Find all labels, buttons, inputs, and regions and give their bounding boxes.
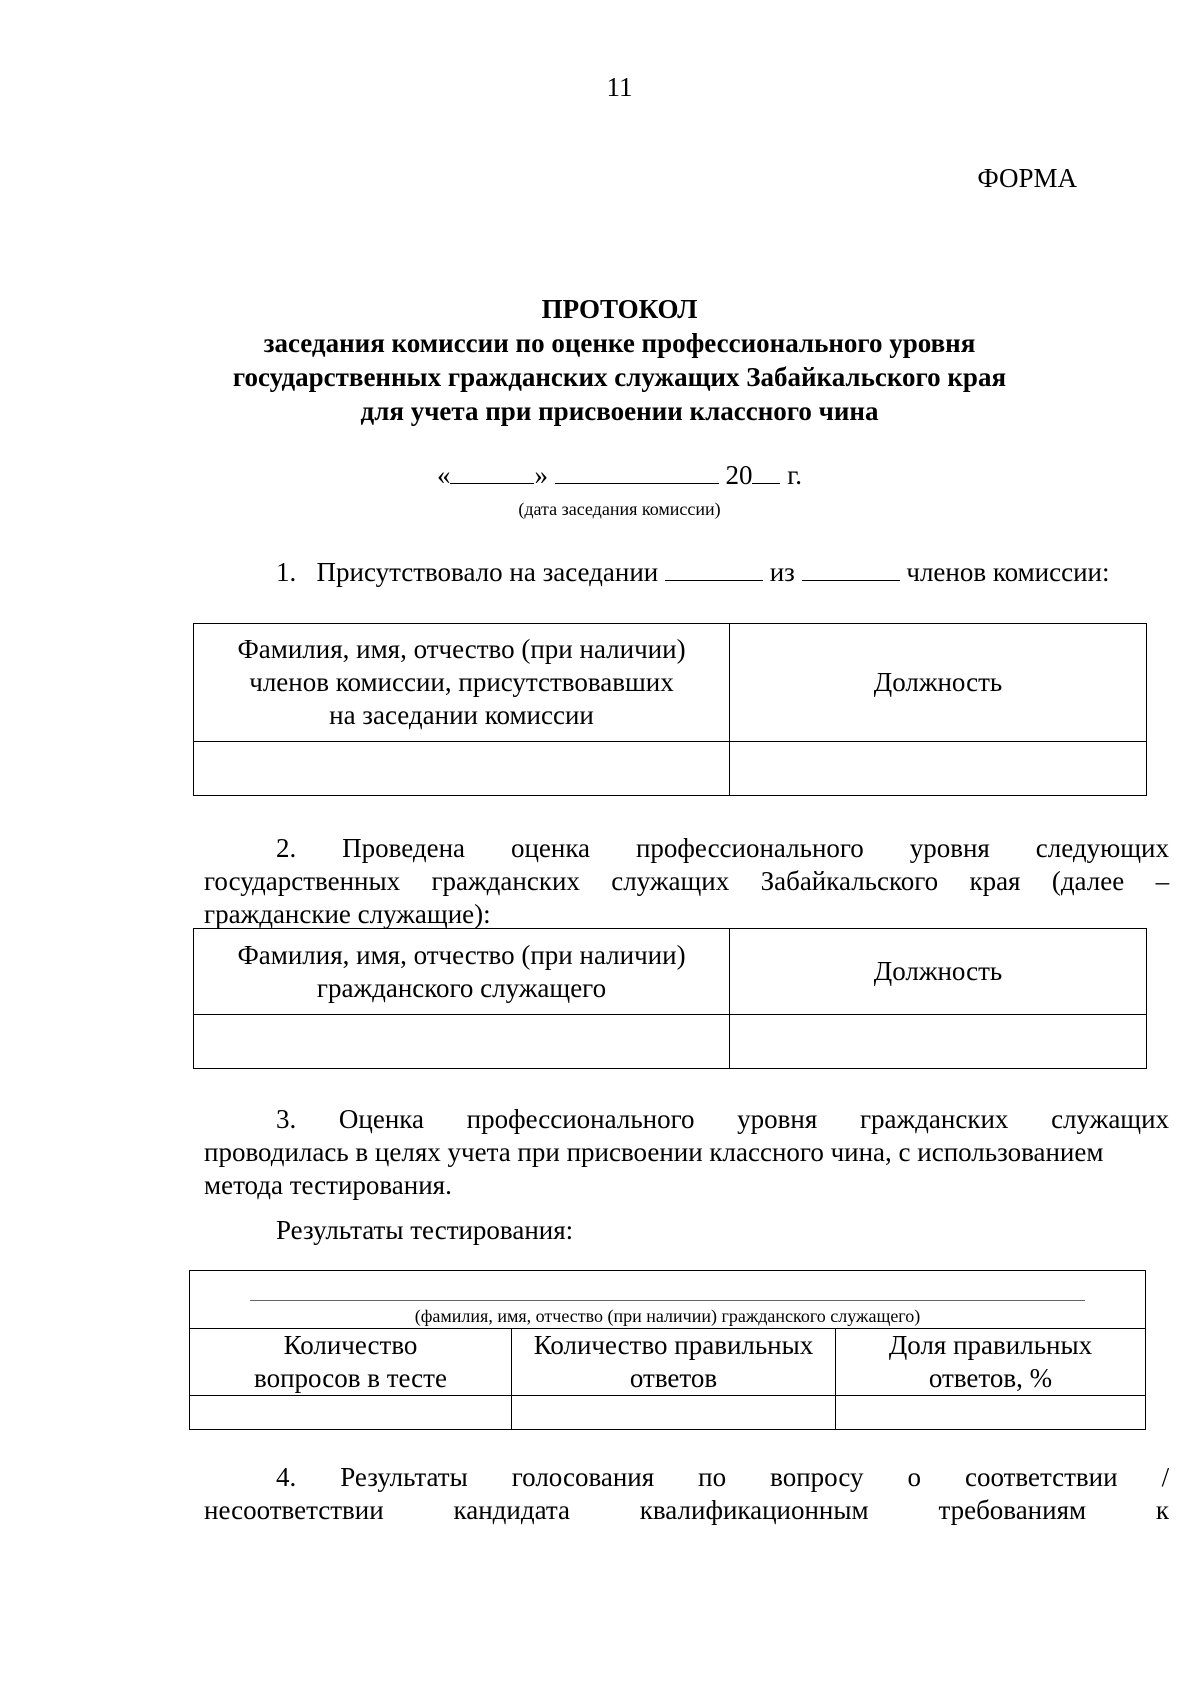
section-3-text [204, 1103, 1169, 1247]
section-1-text [276, 556, 1169, 589]
present-count-blank[interactable] [665, 558, 763, 581]
section-4-text [204, 1461, 1169, 1527]
section-1-text-after: членов комиссии: [906, 557, 1110, 587]
members-position-cell[interactable] [730, 742, 1147, 796]
section-2-line-3: гражданские служащие): [204, 899, 491, 929]
section-2-line-1: 2. Проведена оценка профессионального уровня следующих [276, 833, 1169, 863]
members-position-header: Должность [730, 624, 1147, 742]
questions-count-cell[interactable] [190, 1396, 512, 1430]
day-blank[interactable] [450, 461, 534, 484]
year-prefix: 20 [725, 460, 753, 490]
employee-name-caption: (фамилия, имя, отчество (при наличии) гражданского служащего) [414, 1306, 921, 1326]
year-suffix: г. [787, 460, 803, 490]
employee-name-line [250, 1300, 1085, 1301]
results-label: Результаты тестирования: [276, 1215, 574, 1245]
questions-count-header: Количество вопросов в тесте [190, 1329, 512, 1396]
employee-name-field[interactable] [190, 1271, 1146, 1329]
section-3-line-1: 3. Оценка профессионального уровня гражданских служащих [276, 1104, 1170, 1134]
members-table [193, 623, 1147, 796]
year-blank[interactable] [752, 461, 780, 484]
section-2-text [204, 832, 1169, 931]
employees-position-header: Должность [730, 929, 1147, 1015]
date-caption: (дата заседания комиссии) [518, 499, 721, 519]
title-line-2: заседания комиссии по оценке профессионального уровня [263, 328, 976, 358]
section-4-line-2: несоответствии кандидата квалификационным требованиям к [204, 1495, 1170, 1525]
document-title [0, 292, 1200, 428]
correct-answers-header: Количество правильных ответов [512, 1329, 836, 1396]
date-open-quote: « [436, 460, 451, 490]
section-2-line-2: государственных гражданских служащих Забайкальского края (далее – [204, 866, 1170, 896]
test-results-table [189, 1270, 1146, 1430]
section-1-text-before: Присутствовало на заседании [316, 557, 659, 587]
total-count-blank[interactable] [802, 558, 900, 581]
employees-name-cell[interactable] [194, 1015, 730, 1069]
correct-share-cell[interactable] [836, 1396, 1146, 1430]
date-close-quote: » [534, 460, 548, 490]
title-line-4: для учета при присвоении классного чина [360, 396, 879, 426]
section-4-line-1: 4. Результаты голосования по вопросу о соответствии / [276, 1462, 1170, 1492]
form-label: ФОРМА [977, 163, 1077, 193]
month-blank[interactable] [555, 461, 719, 484]
section-3-line-3: метода тестирования. [204, 1170, 452, 1200]
employees-name-header: Фамилия, имя, отчество (при наличии) гражданского служащего [194, 929, 730, 1015]
title-line-1: ПРОТОКОЛ [541, 294, 698, 324]
section-3-line-2: проводилась в целях учета при присвоении классного чина, с использованием [204, 1137, 1104, 1167]
employees-position-cell[interactable] [730, 1015, 1147, 1069]
employees-table [193, 928, 1147, 1069]
section-1-text-mid: из [769, 557, 795, 587]
correct-answers-cell[interactable] [512, 1396, 836, 1430]
section-1-number: 1. [276, 557, 297, 587]
correct-share-header: Доля правильных ответов, % [836, 1329, 1146, 1396]
members-name-cell[interactable] [194, 742, 730, 796]
page-number: 11 [606, 72, 633, 102]
title-line-3: государственных гражданских служащих Забайкальского края [232, 362, 1007, 392]
meeting-date-line [0, 460, 1200, 491]
members-name-header: Фамилия, имя, отчество (при наличии) членов комиссии, присутствовавших на заседании комиссии [194, 624, 730, 742]
